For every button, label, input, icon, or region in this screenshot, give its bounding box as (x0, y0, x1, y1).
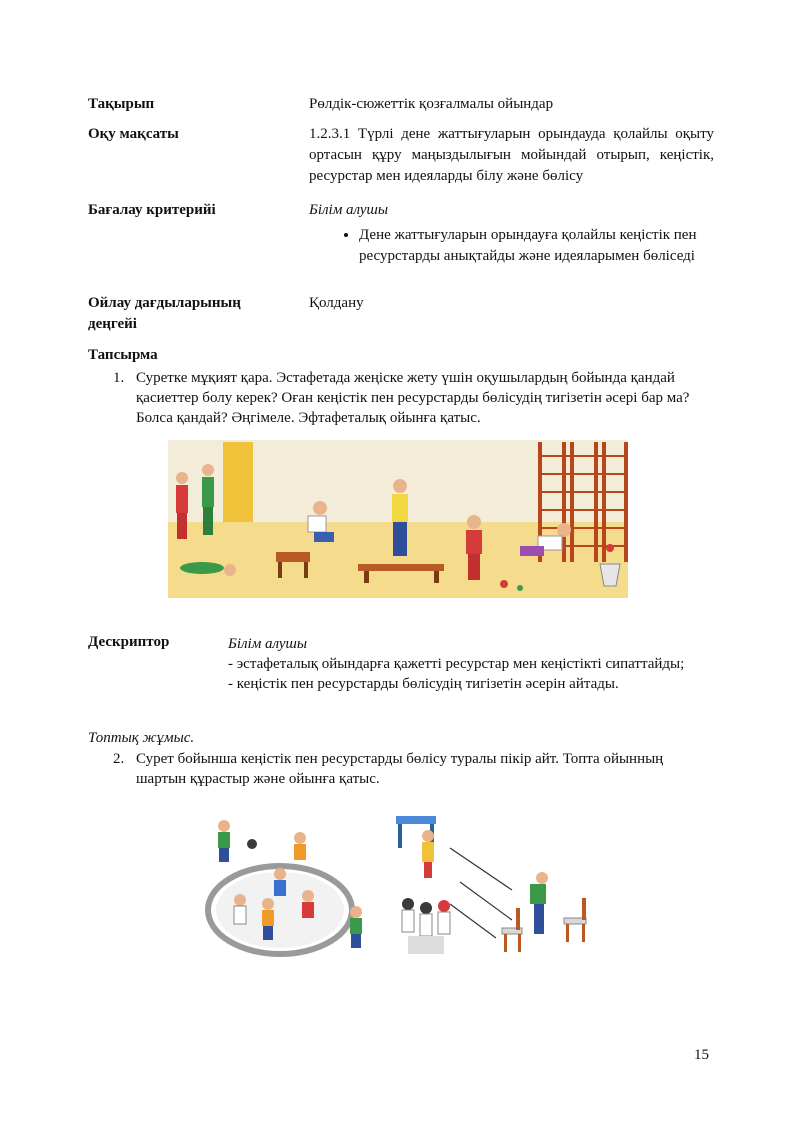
objective-label: Оқу мақсаты (88, 126, 179, 142)
criteria-label: Бағалау критерийі (88, 202, 216, 218)
descriptor-label: Дескриптор (88, 634, 170, 650)
group-game-illustration (200, 808, 620, 978)
thinking-value: Қолдану (309, 295, 364, 311)
task-1-text: Суретке мұқият қара. Эстафетада жеңіске жету үшін оқушылардың бойында қандай қасиеттер болу керек? Оған кеңістік пен ресурстарды бөлісудің тигізетін әсері бар ма? Болса қандай? Әңгімеле. Эфтафеталық ойынға қатыс. (136, 370, 690, 426)
criteria-item: • Дене жаттығуларын орындауға қолайлы кеңістік пен ресурстарды анықтайды және идеяларымен бөліседі (359, 225, 714, 267)
topic-label: Тақырып (88, 96, 155, 112)
criteria-list (309, 225, 714, 267)
criteria-lead: Білім алушы (309, 202, 389, 218)
descriptor-line-1: - эстафеталық ойындарға қажетті ресурстар мен кеңістікті сипаттайды; (228, 656, 685, 672)
topic-value: Рөлдік-сюжеттік қозғалмалы ойындар (309, 96, 554, 112)
descriptor-line-2: - кеңістік пен ресурстарды бөлісудің тигізетін әсерін айтады. (228, 676, 619, 692)
page-number: 15 (694, 1047, 709, 1063)
task-2-text: Сурет бойынша кеңістік пен ресурстарды бөлісу туралы пікір айт. Топта ойынның шартын құрастыр және ойынға қатыс. (136, 751, 664, 787)
task-1-number: 1. (113, 370, 125, 386)
relay-race-illustration (168, 440, 628, 598)
objective-value: 1.2.3.1 Түрлі дене жаттығуларын орындауда қолайлы оқыту ортасын құру маңыздылығын мойындай отырып, кеңістік, ресурстар мен идеяларды білу және бөлісу (309, 126, 714, 184)
thinking-label: Ойлау дағдыларының деңгейі (88, 295, 241, 332)
descriptor-body (228, 634, 698, 694)
task-heading: Тапсырма (88, 347, 158, 363)
task-2-number: 2. (113, 751, 125, 767)
group-work-label: Топтық жұмыс. (88, 730, 195, 746)
criteria-value (309, 200, 714, 267)
descriptor-lead: Білім алушы (228, 636, 308, 652)
